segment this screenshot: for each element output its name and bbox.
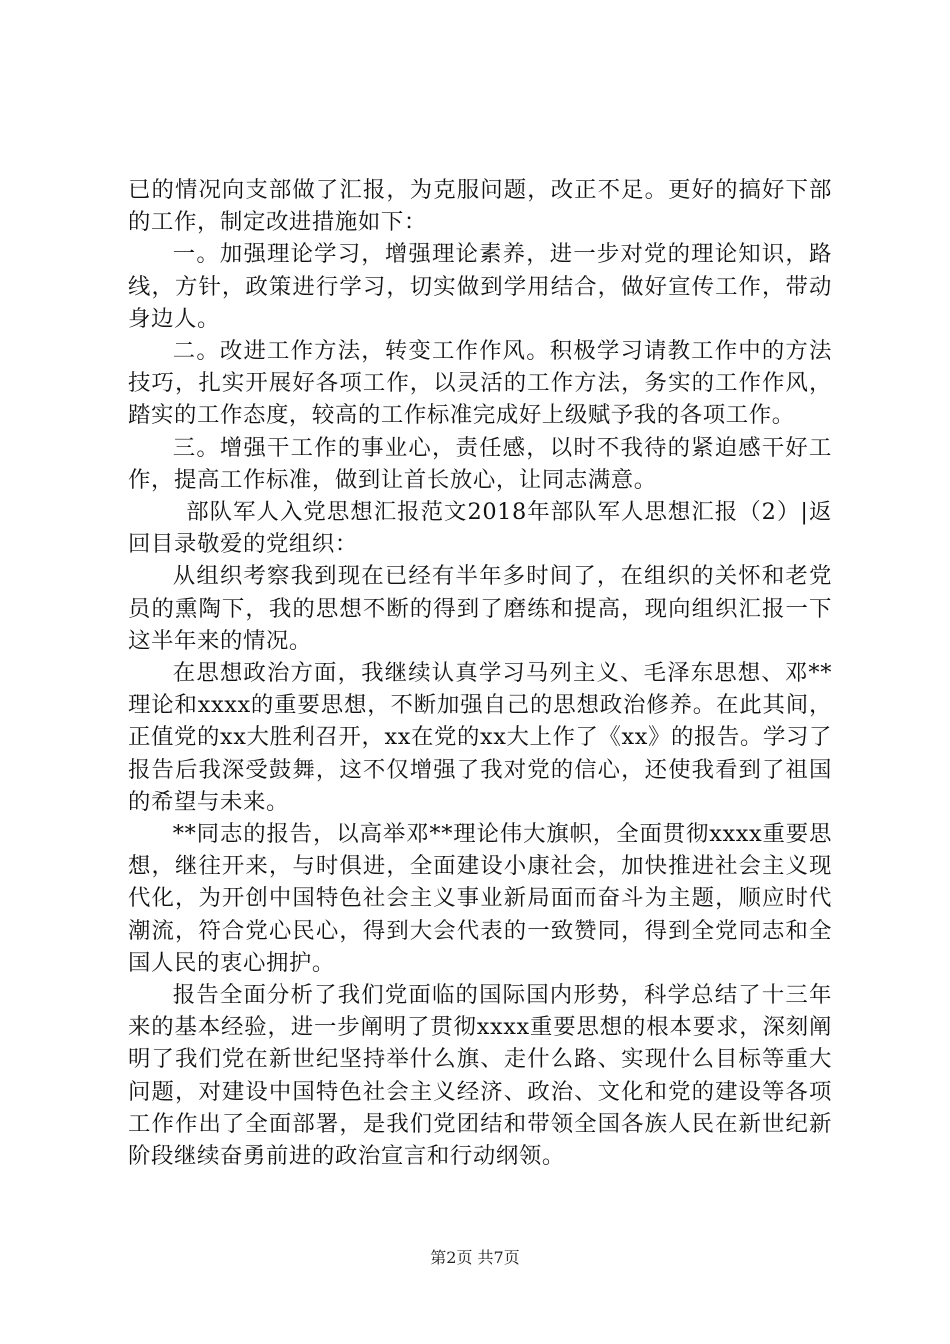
- paragraph-report: **同志的报告，以高举邓**理论伟大旗帜，全面贯彻xxxx重要思想，继往开来，与时俱进，全面建设小康社会，加快推进社会主义现代化，为开创中国特色社会主义事业新局面而奋斗为主题，顺应时代潮流，符合党心民心，得到大会代表的一致赞同，得到全党同志和全国人民的衷心拥护。: [128, 821, 832, 976]
- document-body: [128, 174, 832, 1172]
- paragraph-continuation: 已的情况向支部做了汇报，为克服问题，改正不足。更好的搞好下部的工作，制定改进措施如下：: [128, 177, 832, 236]
- paragraph-political-thought: 在思想政治方面，我继续认真学习马列主义、毛泽东思想、邓**理论和xxxx的重要思想，不断加强自己的思想政治修养。在此其间，正值党的xx大胜利召开，xx在党的xx大上作了《xx》的报告。学习了报告后我深受鼓舞，这不仅增强了我对党的信心，还使我看到了祖国的希望与未来。: [128, 660, 832, 815]
- page-footer: 第2页 共7页: [430, 1248, 520, 1267]
- section-heading: 部队军人入党思想汇报范文2018年部队军人思想汇报（2）|返回目录敬爱的党组织：: [128, 499, 832, 558]
- paragraph-report-analysis: 报告全面分析了我们党面临的国际国内形势，科学总结了十三年来的基本经验，进一步阐明了贯彻xxxx重要思想的根本要求，深刻阐明了我们党在新世纪坚持举什么旗、走什么路、实现什么目标等重大问题，对建设中国特色社会主义经济、政治、文化和党的建设等各项工作作出了全面部署，是我们党团结和带领全国各族人民在新世纪新阶段继续奋勇前进的政治宣言和行动纲领。: [128, 982, 832, 1170]
- paragraph-measure-3: 三。增强干工作的事业心，责任感，以时不我待的紧迫感干好工作，提高工作标准，做到让首长放心，让同志满意。: [128, 434, 832, 493]
- paragraph-measure-1: 一。加强理论学习，增强理论素养，进一步对党的理论知识，路线，方针，政策进行学习，切实做到学用结合，做好宣传工作，带动身边人。: [128, 241, 832, 332]
- paragraph-intro: 从组织考察我到现在已经有半年多时间了，在组织的关怀和老党员的熏陶下，我的思想不断的得到了磨练和提高，现向组织汇报一下这半年来的情况。: [128, 563, 832, 654]
- paragraph-measure-2: 二。改进工作方法，转变工作作风。积极学习请教工作中的方法技巧，扎实开展好各项工作，以灵活的工作方法，务实的工作作风，踏实的工作态度，较高的工作标准完成好上级赋予我的各项工作。: [128, 338, 832, 429]
